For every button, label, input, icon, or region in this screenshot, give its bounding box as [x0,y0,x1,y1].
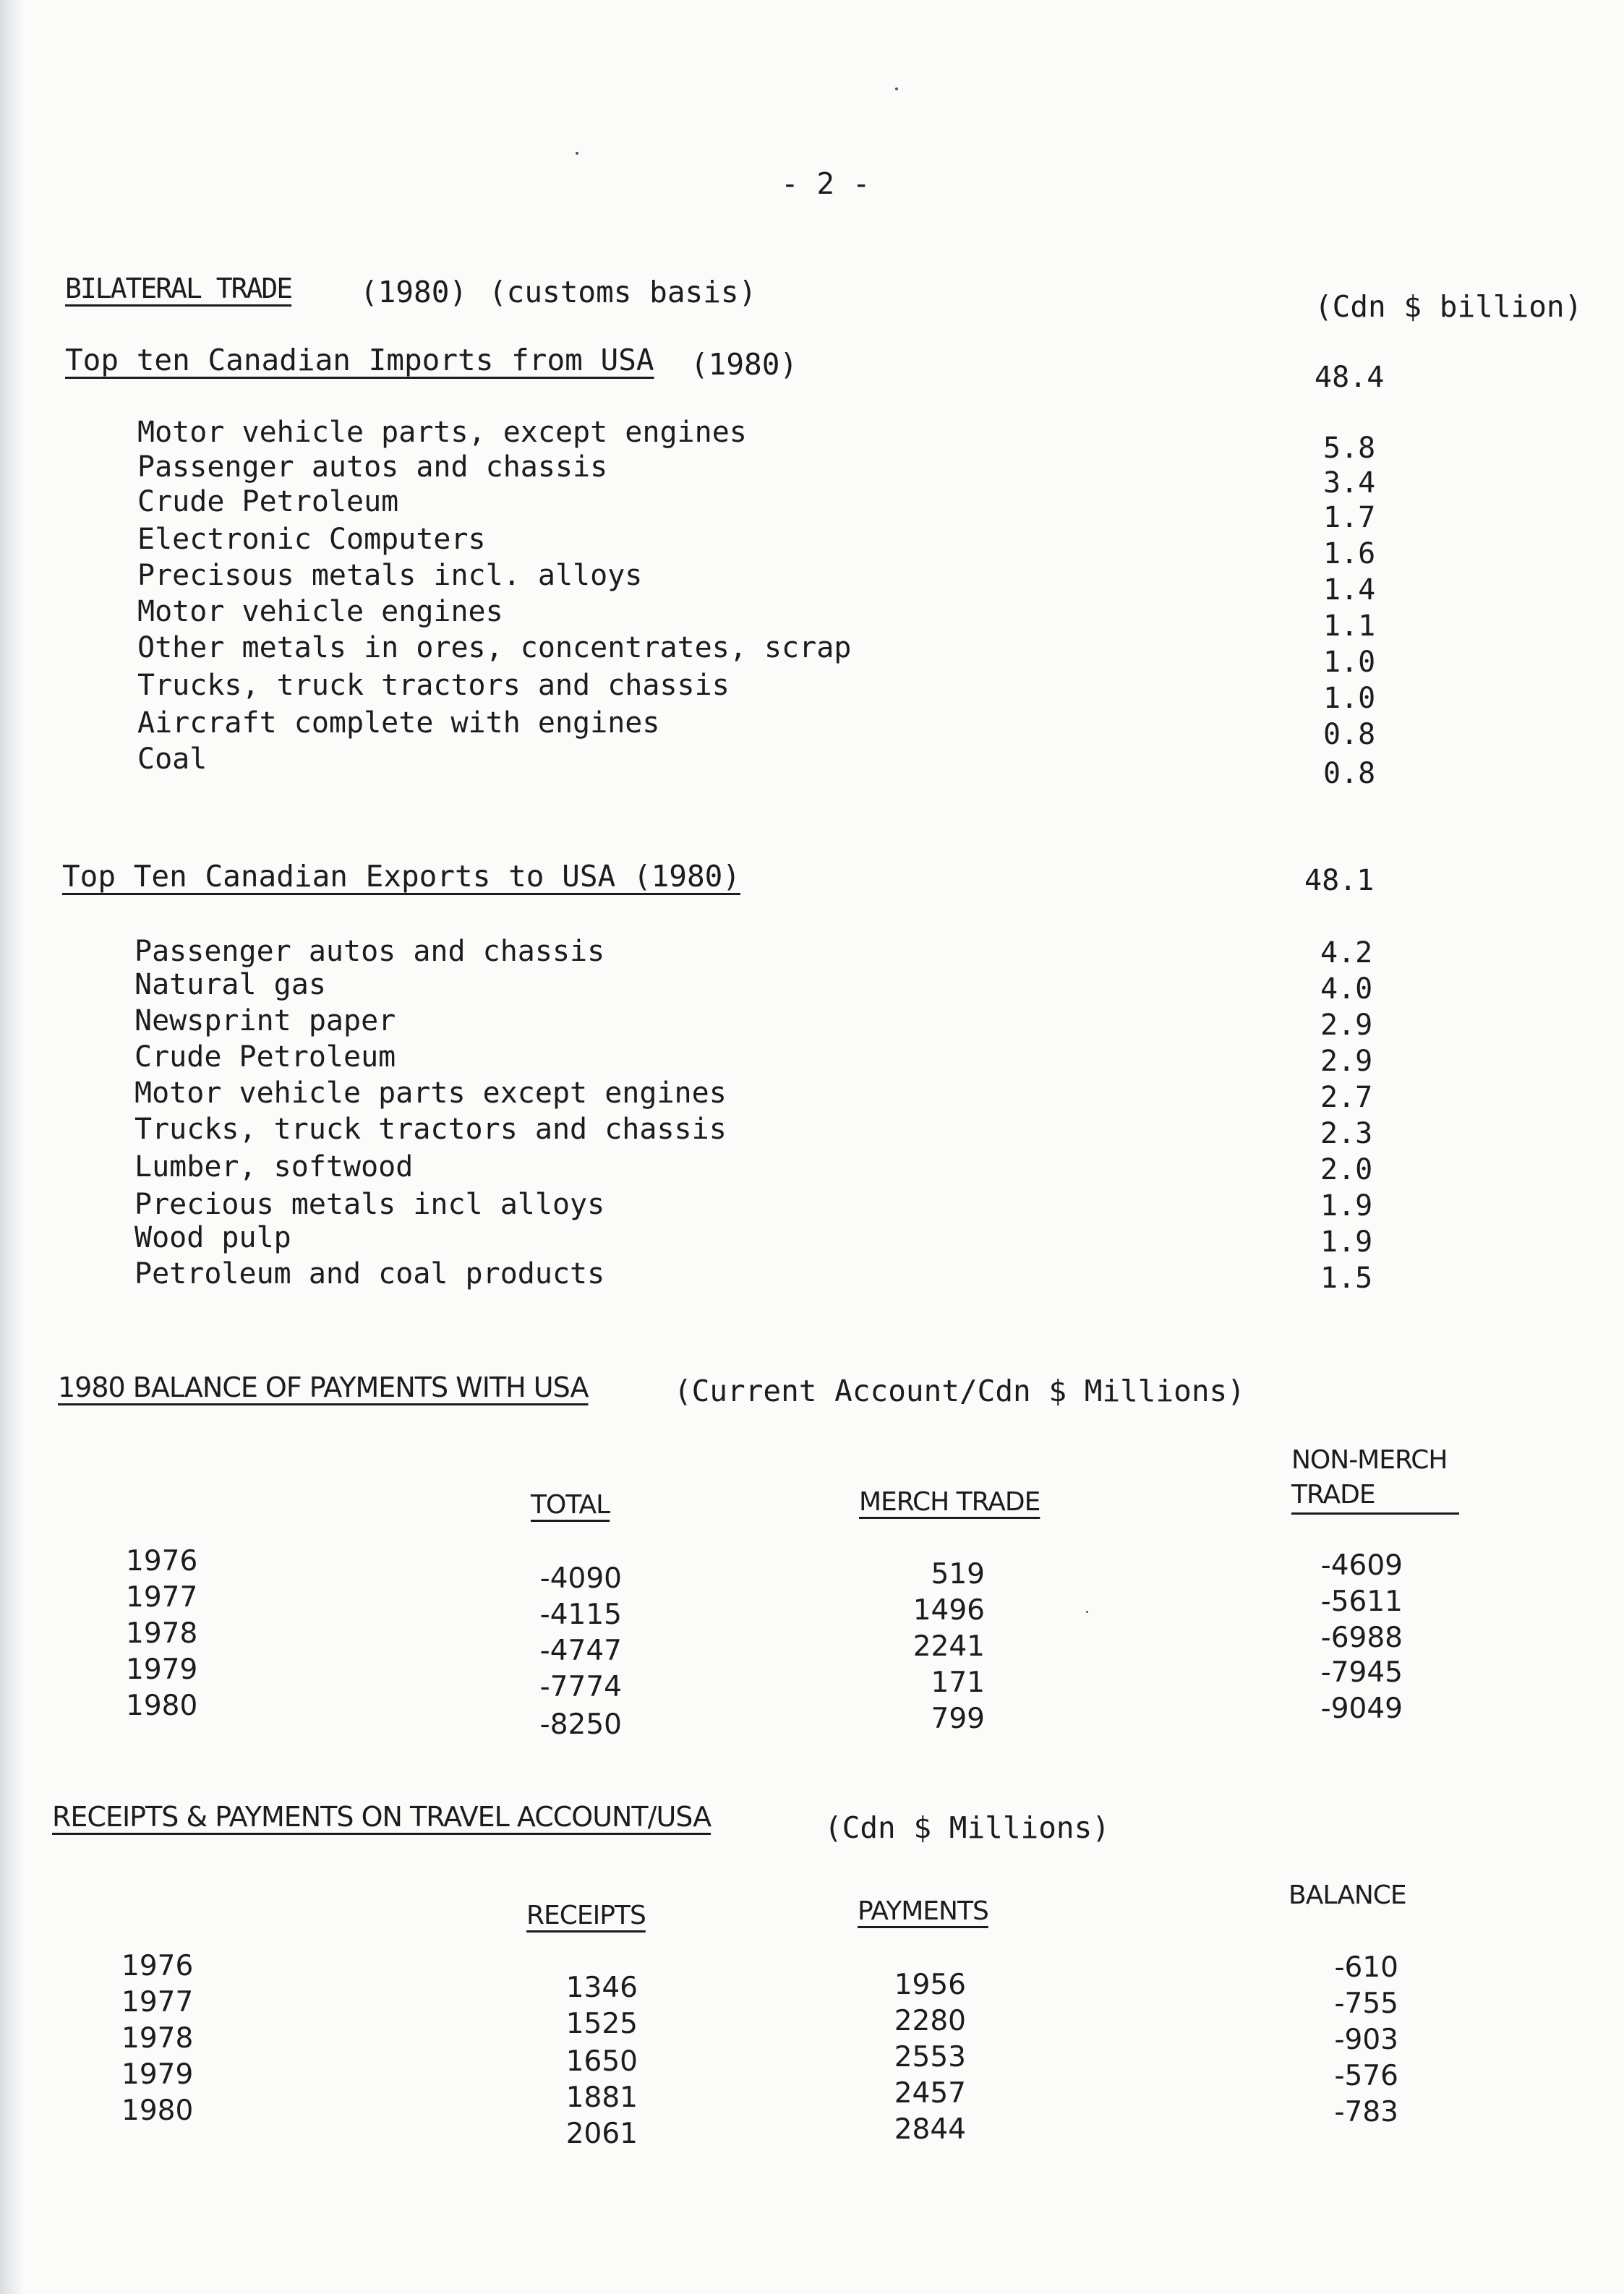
import-item-value: 1.0 [1323,682,1376,715]
scan-page-edge [0,0,25,2294]
imports-title: Top ten Canadian Imports from USA [65,343,654,377]
import-item-label: Precisous metals incl. alloys [137,559,643,592]
travel-receipts: 1525 [565,2008,638,2040]
export-item-label: Lumber, softwood [134,1150,414,1184]
import-item-value: 0.8 [1323,718,1376,751]
export-item-label: Passenger autos and chassis [134,935,605,968]
balance-nonmerch: -6988 [1320,1622,1403,1654]
travel-payments: 2844 [894,2113,966,2146]
travel-balance: -610 [1334,1951,1398,1984]
imports-year: (1980) [691,347,798,382]
col-merch-trade: MERCH TRADE [859,1487,1040,1517]
balance-nonmerch: -7945 [1320,1656,1403,1689]
col-total: TOTAL [531,1490,610,1520]
import-item-label: Motor vehicle parts, except engines [137,416,747,449]
import-item-label: Coal [137,742,208,776]
col-balance: BALANCE [1288,1880,1406,1910]
export-item-value: 2.3 [1320,1117,1373,1150]
travel-balance: -903 [1334,2024,1398,2056]
import-item-label: Motor vehicle engines [137,595,503,628]
col-receipts: RECEIPTS [526,1901,646,1930]
balance-title: 1980 BALANCE OF PAYMENTS WITH USA [58,1371,589,1403]
export-item-value: 1.9 [1320,1189,1373,1223]
travel-payments: 1956 [894,1969,966,2001]
balance-year: 1980 [126,1690,198,1722]
export-item-label: Newsprint paper [134,1004,396,1037]
import-item-value: 1.4 [1323,573,1376,607]
balance-merch: 1496 [913,1594,985,1627]
export-item-value: 2.9 [1320,1045,1373,1078]
balance-year: 1979 [126,1653,198,1686]
import-item-label: Electronic Computers [137,523,486,556]
balance-total: -4747 [539,1635,622,1667]
col-non-merch-trade: TRADE [1291,1480,1375,1510]
scan-speck [1086,1611,1088,1613]
travel-year: 1977 [121,1986,194,2019]
balance-merch: 799 [931,1703,985,1735]
column-rule [1291,1512,1459,1515]
import-item-value: 1.0 [1323,646,1376,679]
import-item-value: 1.6 [1323,537,1376,570]
balance-year: 1978 [126,1617,198,1650]
travel-year: 1979 [121,2058,194,2091]
travel-payments: 2457 [894,2077,966,2110]
import-item-label: Trucks, truck tractors and chassis [137,669,730,702]
travel-year: 1976 [121,1950,194,1982]
export-item-label: Wood pulp [134,1221,291,1254]
export-item-label: Trucks, truck tractors and chassis [134,1113,727,1146]
travel-payments: 2280 [894,2005,966,2037]
export-item-value: 2.7 [1320,1081,1373,1114]
export-item-value: 1.5 [1320,1262,1373,1295]
scan-speck [895,87,898,90]
travel-receipts: 2061 [565,2118,638,2150]
travel-receipts: 1650 [565,2045,638,2078]
balance-merch: 171 [931,1666,985,1699]
balance-nonmerch: -4609 [1320,1549,1403,1582]
balance-merch: 519 [931,1558,985,1591]
balance-total: -8250 [539,1708,622,1741]
travel-receipts: 1881 [565,2081,638,2114]
export-item-label: Precious metals incl alloys [134,1188,605,1221]
import-item-label: Aircraft complete with engines [137,706,660,740]
travel-balance: -783 [1334,2096,1398,2128]
bilateral-year: (1980) [360,275,468,309]
import-item-value: 0.8 [1323,757,1376,790]
balance-nonmerch: -9049 [1320,1692,1403,1725]
import-item-value: 1.1 [1323,609,1376,643]
export-item-value: 1.9 [1320,1225,1373,1259]
unit-label: (Cdn $ billion) [1315,289,1583,324]
import-item-value: 1.7 [1323,501,1376,534]
balance-total: -4115 [539,1598,622,1631]
bilateral-title: BILATERAL TRADE [65,273,292,304]
exports-title: Top Ten Canadian Exports to USA (1980) [62,859,740,894]
imports-total: 48.4 [1315,361,1385,394]
travel-title: RECEIPTS & PAYMENTS ON TRAVEL ACCOUNT/USA [52,1801,711,1833]
import-item-label: Passenger autos and chassis [137,450,608,484]
travel-year: 1980 [121,2094,194,2127]
export-item-value: 2.0 [1320,1153,1373,1186]
balance-total: -4090 [539,1562,622,1595]
balance-nonmerch: -5611 [1320,1585,1403,1618]
export-item-value: 4.2 [1320,936,1373,970]
col-non-merch: NON-MERCH [1291,1445,1448,1475]
export-item-label: Motor vehicle parts except engines [134,1077,727,1110]
col-payments: PAYMENTS [858,1896,988,1926]
travel-subtitle: (Cdn $ Millions) [824,1810,1110,1845]
exports-total: 48.1 [1304,864,1375,897]
travel-year: 1978 [121,2022,194,2055]
export-item-label: Petroleum and coal products [134,1257,605,1291]
bilateral-basis: (customs basis) [489,275,757,309]
balance-year: 1977 [126,1581,198,1614]
travel-payments: 2553 [894,2041,966,2073]
import-item-value: 3.4 [1323,466,1376,500]
balance-merch: 2241 [913,1630,985,1663]
import-item-label: Crude Petroleum [137,485,399,518]
scan-speck [576,152,578,155]
balance-total: -7774 [539,1671,622,1703]
travel-receipts: 1346 [565,1972,638,2004]
export-item-value: 4.0 [1320,972,1373,1006]
travel-balance: -755 [1334,1987,1398,2020]
export-item-label: Crude Petroleum [134,1040,396,1074]
import-item-value: 5.8 [1323,432,1376,465]
import-item-label: Other metals in ores, concentrates, scrap [137,631,852,664]
page-number: - 2 - [781,166,871,201]
balance-year: 1976 [126,1545,198,1578]
export-item-label: Natural gas [134,968,326,1001]
travel-balance: -576 [1334,2060,1398,2092]
balance-subtitle: (Current Account/Cdn $ Millions) [674,1374,1245,1408]
export-item-value: 2.9 [1320,1009,1373,1042]
